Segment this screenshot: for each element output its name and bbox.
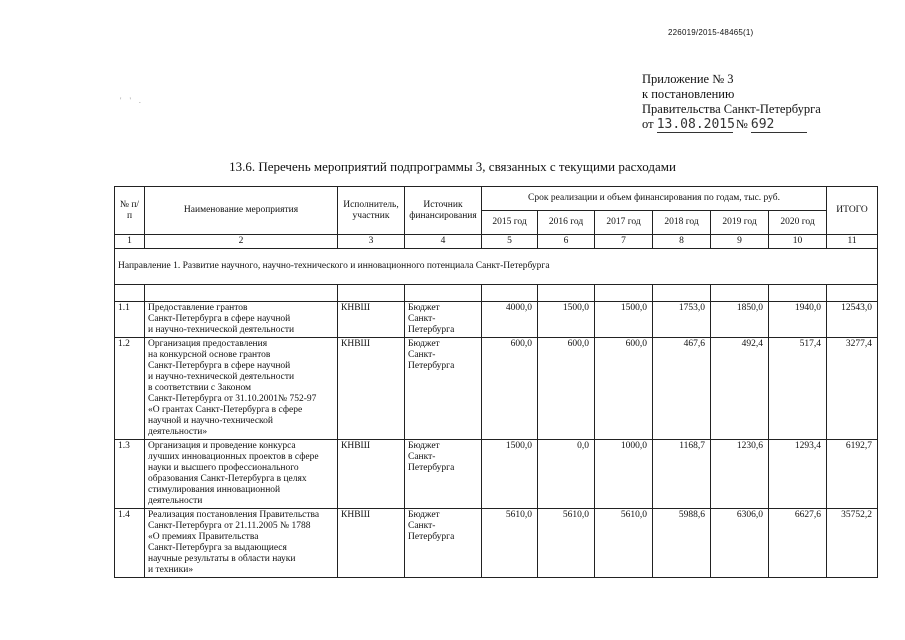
appendix-block bbox=[642, 72, 821, 133]
row-total: 12543,0 bbox=[827, 302, 878, 338]
measure-name-line: Санкт-Петербурга в сфере научной bbox=[148, 314, 291, 324]
spacer-cell bbox=[405, 285, 482, 302]
spacer-cell bbox=[653, 285, 711, 302]
row-number: 1.1 bbox=[115, 302, 145, 338]
direction-row: Направление 1. Развитие научного, научно-технического и инновационного потенциала Санкт-Петербурга bbox=[115, 249, 878, 285]
header-num: № п/п bbox=[115, 187, 145, 235]
year-amount: 5610,0 bbox=[482, 509, 538, 578]
measure-name-line: Предоставление грантов bbox=[148, 303, 248, 313]
spacer-row bbox=[115, 285, 878, 302]
column-number: 1 bbox=[115, 235, 145, 249]
measure-name-line: и научно-технической деятельности bbox=[148, 325, 295, 335]
executor: КНВШ bbox=[338, 440, 405, 509]
decree-number: 692 bbox=[751, 117, 807, 133]
year-amount: 6627,6 bbox=[769, 509, 827, 578]
measure-name-line: науки и высшего профессионального bbox=[148, 463, 299, 473]
column-number: 10 bbox=[769, 235, 827, 249]
funding-source-line: Бюджет bbox=[408, 303, 440, 313]
spacer-cell bbox=[769, 285, 827, 302]
header-year: 2015 год bbox=[482, 211, 538, 235]
year-amount: 517,4 bbox=[769, 338, 827, 440]
column-number: 2 bbox=[145, 235, 338, 249]
funding-source-line: Петербурга bbox=[408, 532, 455, 542]
funding-source-line: Бюджет bbox=[408, 339, 440, 349]
measure-name-line: Санкт-Петербурга от 21.11.2005 № 1788 bbox=[148, 521, 311, 531]
year-amount: 1500,0 bbox=[538, 302, 595, 338]
funding-source-line: Бюджет bbox=[408, 510, 440, 520]
year-amount: 4000,0 bbox=[482, 302, 538, 338]
year-amount: 1500,0 bbox=[482, 440, 538, 509]
executor: КНВШ bbox=[338, 509, 405, 578]
year-amount: 1230,6 bbox=[711, 440, 769, 509]
measure-name-line: «О премиях Правительства bbox=[148, 532, 259, 542]
table-row bbox=[115, 338, 878, 440]
measure-name-line: в соответствии с Законом bbox=[148, 383, 252, 393]
measure-name-line: научной и научно-технической bbox=[148, 416, 274, 426]
spacer-cell bbox=[538, 285, 595, 302]
measure-name-line: Санкт-Петербурга в сфере научной bbox=[148, 361, 291, 371]
measure-name-line: Санкт-Петербурга от 31.10.2001№ 752-97 bbox=[148, 394, 317, 404]
funding-source bbox=[405, 302, 482, 338]
funding-source-line: Санкт- bbox=[408, 314, 436, 324]
table-row bbox=[115, 509, 878, 578]
spacer-cell bbox=[827, 285, 878, 302]
row-total: 3277,4 bbox=[827, 338, 878, 440]
measure-name-line: и техники» bbox=[148, 565, 194, 575]
year-amount: 467,6 bbox=[653, 338, 711, 440]
header-name: Наименование мероприятия bbox=[145, 187, 338, 235]
year-amount: 1940,0 bbox=[769, 302, 827, 338]
column-number: 6 bbox=[538, 235, 595, 249]
header-year: 2018 год bbox=[653, 211, 711, 235]
funding-source-line: Петербурга bbox=[408, 361, 455, 371]
number-sign: № bbox=[735, 117, 748, 131]
row-number: 1.4 bbox=[115, 509, 145, 578]
header-year: 2017 год bbox=[595, 211, 653, 235]
funding-source-line: Петербурга bbox=[408, 463, 455, 473]
header-total: ИТОГО bbox=[827, 187, 878, 235]
spacer-cell bbox=[711, 285, 769, 302]
header-source: Источник финансирования bbox=[405, 187, 482, 235]
funding-source bbox=[405, 440, 482, 509]
funding-source bbox=[405, 338, 482, 440]
column-number: 4 bbox=[405, 235, 482, 249]
year-amount: 1000,0 bbox=[595, 440, 653, 509]
header-period: Срок реализации и объем финансирования по годам, тыс. руб. bbox=[482, 187, 827, 211]
measure-name-line: образования Санкт-Петербурга в целях bbox=[148, 474, 307, 484]
document-id: 226019/2015-48465(1) bbox=[668, 28, 754, 37]
appendix-line-1: Приложение № 3 bbox=[642, 72, 734, 86]
spacer-cell bbox=[145, 285, 338, 302]
spacer-cell bbox=[115, 285, 145, 302]
funding-source-line: Санкт- bbox=[408, 350, 436, 360]
column-number: 3 bbox=[338, 235, 405, 249]
measure-name-line: Организация и проведение конкурса bbox=[148, 441, 296, 451]
year-amount: 1753,0 bbox=[653, 302, 711, 338]
year-amount: 1500,0 bbox=[595, 302, 653, 338]
measure-name-line: лучших инновационных проектов в сфере bbox=[148, 452, 319, 462]
column-number: 7 bbox=[595, 235, 653, 249]
measure-name-line: научные результаты в области науки bbox=[148, 554, 296, 564]
measure-name-line: на конкурсной основе грантов bbox=[148, 350, 271, 360]
spacer-cell bbox=[595, 285, 653, 302]
year-amount: 600,0 bbox=[482, 338, 538, 440]
measure-name bbox=[145, 302, 338, 338]
measure-name bbox=[145, 440, 338, 509]
header-year: 2019 год bbox=[711, 211, 769, 235]
header-year: 2020 год bbox=[769, 211, 827, 235]
appendix-line-2: к постановлению bbox=[642, 87, 735, 101]
year-amount: 1850,0 bbox=[711, 302, 769, 338]
appendix-line-3: Правительства Санкт-Петербурга bbox=[642, 102, 821, 116]
measure-name-line: Реализация постановления Правительства bbox=[148, 510, 320, 520]
row-number: 1.2 bbox=[115, 338, 145, 440]
row-number: 1.3 bbox=[115, 440, 145, 509]
scan-smudge: ' ' . bbox=[120, 96, 144, 105]
from-label: от bbox=[642, 117, 654, 131]
funding-source bbox=[405, 509, 482, 578]
measure-name bbox=[145, 338, 338, 440]
year-amount: 5610,0 bbox=[538, 509, 595, 578]
measure-name-line: Санкт-Петербурга за выдающиеся bbox=[148, 543, 287, 553]
measure-name-line: деятельности» bbox=[148, 427, 208, 437]
year-amount: 600,0 bbox=[538, 338, 595, 440]
year-amount: 492,4 bbox=[711, 338, 769, 440]
header-year: 2016 год bbox=[538, 211, 595, 235]
column-number: 8 bbox=[653, 235, 711, 249]
funding-source-line: Петербурга bbox=[408, 325, 455, 335]
funding-source-line: Санкт- bbox=[408, 452, 436, 462]
measure-name bbox=[145, 509, 338, 578]
measure-name-line: «О грантах Санкт-Петербурга в сфере bbox=[148, 405, 303, 415]
year-amount: 1293,4 bbox=[769, 440, 827, 509]
measure-name-line: Организация предоставления bbox=[148, 339, 268, 349]
table-row bbox=[115, 302, 878, 338]
row-total: 35752,2 bbox=[827, 509, 878, 578]
column-number: 11 bbox=[827, 235, 878, 249]
measures-table bbox=[114, 186, 878, 578]
executor: КНВШ bbox=[338, 338, 405, 440]
column-number: 9 bbox=[711, 235, 769, 249]
funding-source-line: Санкт- bbox=[408, 521, 436, 531]
year-amount: 5988,6 bbox=[653, 509, 711, 578]
year-amount: 6306,0 bbox=[711, 509, 769, 578]
funding-source-line: Бюджет bbox=[408, 441, 440, 451]
measure-name-line: и научно-технической деятельности bbox=[148, 372, 295, 382]
row-total: 6192,7 bbox=[827, 440, 878, 509]
year-amount: 5610,0 bbox=[595, 509, 653, 578]
appendix-date-line bbox=[642, 117, 821, 133]
header-executor: Исполнитель, участник bbox=[338, 187, 405, 235]
year-amount: 1168,7 bbox=[653, 440, 711, 509]
table-body bbox=[115, 249, 878, 578]
measure-name-line: стимулирования инновационной bbox=[148, 485, 281, 495]
table-title: 13.6. Перечень мероприятий подпрограммы 3, связанных с текущими расходами bbox=[229, 159, 676, 174]
spacer-cell bbox=[482, 285, 538, 302]
decree-date: 13.08.2015 bbox=[656, 117, 735, 132]
table-row bbox=[115, 440, 878, 509]
year-amount: 600,0 bbox=[595, 338, 653, 440]
measure-name-line: деятельности bbox=[148, 496, 203, 506]
executor: КНВШ bbox=[338, 302, 405, 338]
year-amount: 0,0 bbox=[538, 440, 595, 509]
spacer-cell bbox=[338, 285, 405, 302]
column-number: 5 bbox=[482, 235, 538, 249]
